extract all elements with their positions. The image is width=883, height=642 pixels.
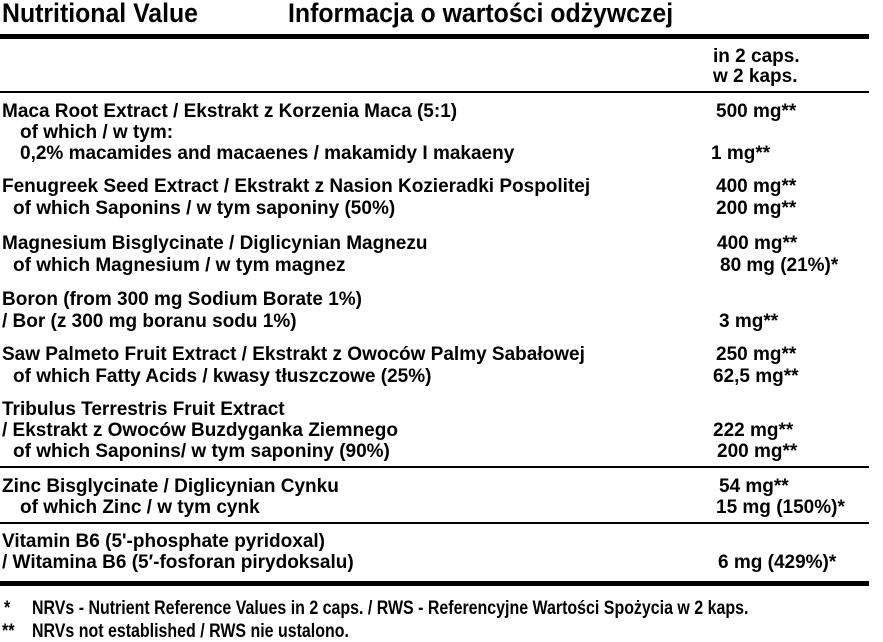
ingredient-saw-palmetto: Saw Palmeto Fruit Extract / Ekstrakt z Owoców Palmy Sabałowej <box>2 344 585 365</box>
title-english: Nutritional Value <box>2 0 199 28</box>
footnote-nrv: NRVs - Nutrient Reference Values in 2 caps. / RWS - Referencyjne Wartości Spożycia w 2 kaps. <box>32 598 749 619</box>
amount-zinc: 15 mg (150%)* <box>716 497 845 518</box>
ingredient-fatty-acids: of which Fatty Acids / kwasy tłuszczowe (25%) <box>13 366 432 387</box>
ingredient-fenugreek-saponins: of which Saponins / w tym saponiny (50%) <box>13 198 396 219</box>
footnote-mark-single: * <box>4 598 11 619</box>
ingredient-magnesium-bisglycinate: Magnesium Bisglycinate / Diglicynian Magnezu <box>2 233 428 254</box>
ingredient-maca-macamides: 0,2% macamides and macaenes / makamidy I makaeny <box>20 143 515 164</box>
serving-rule <box>0 91 869 93</box>
amount-zinc-bisglycinate: 54 mg** <box>719 476 789 497</box>
amount-tribulus: 222 mg** <box>713 420 794 441</box>
serving-size-pl: w 2 kaps. <box>713 66 798 87</box>
ingredient-tribulus-pl: / Ekstrakt z Owoców Buzdyganka Ziemnego <box>2 420 398 441</box>
divider-zinc <box>0 466 869 468</box>
ingredient-zinc: of which Zinc / w tym cynk <box>20 497 260 518</box>
ingredient-vitamin-b6: Vitamin B6 (5'-phosphate pyridoxal) <box>2 531 325 552</box>
ingredient-maca: Maca Root Extract / Ekstrakt z Korzenia Maca (5:1) <box>2 101 458 122</box>
footer-rule <box>0 581 869 586</box>
footnote-not-established: NRVs not established / RWS nie ustalono. <box>32 621 349 642</box>
header-rule <box>0 34 869 39</box>
amount-boron: 3 mg** <box>719 311 779 332</box>
amount-magnesium-bisglycinate: 400 mg** <box>717 233 798 254</box>
ingredient-fenugreek: Fenugreek Seed Extract / Ekstrakt z Nasion Kozieradki Pospolitej <box>2 176 591 197</box>
ingredient-magnesium: of which Magnesium / w tym magnez <box>13 255 346 276</box>
ingredient-tribulus: Tribulus Terrestris Fruit Extract <box>2 399 285 420</box>
ingredient-tribulus-saponins: of which Saponins/ w tym saponiny (90%) <box>13 441 390 462</box>
amount-vitamin-b6: 6 mg (429%)* <box>718 552 837 573</box>
amount-macamides: 1 mg** <box>711 143 771 164</box>
title-polish: Informacja o wartości odżywczej <box>288 0 674 28</box>
ingredient-boron: Boron (from 300 mg Sodium Borate 1%) <box>2 289 362 310</box>
amount-magnesium: 80 mg (21%)* <box>720 255 839 276</box>
ingredient-boron-pl: / Bor (z 300 mg boranu sodu 1%) <box>2 311 297 332</box>
ingredient-maca-sub: of which / w tym: <box>20 122 174 143</box>
amount-tribulus-saponins: 200 mg** <box>717 441 798 462</box>
divider-vitamin-b6 <box>0 522 869 524</box>
amount-maca: 500 mg** <box>716 101 797 122</box>
amount-fenugreek-saponins: 200 mg** <box>716 198 797 219</box>
serving-size-en: in 2 caps. <box>713 46 800 67</box>
ingredient-vitamin-b6-pl: / Witamina B6 (5′-fosforan pirydoksalu) <box>2 552 354 573</box>
amount-fatty-acids: 62,5 mg** <box>713 366 799 387</box>
amount-saw-palmetto: 250 mg** <box>716 344 797 365</box>
ingredient-zinc-bisglycinate: Zinc Bisglycinate / Diglicynian Cynku <box>2 476 339 497</box>
amount-fenugreek: 400 mg** <box>716 176 797 197</box>
footnote-mark-double: ** <box>2 621 15 642</box>
